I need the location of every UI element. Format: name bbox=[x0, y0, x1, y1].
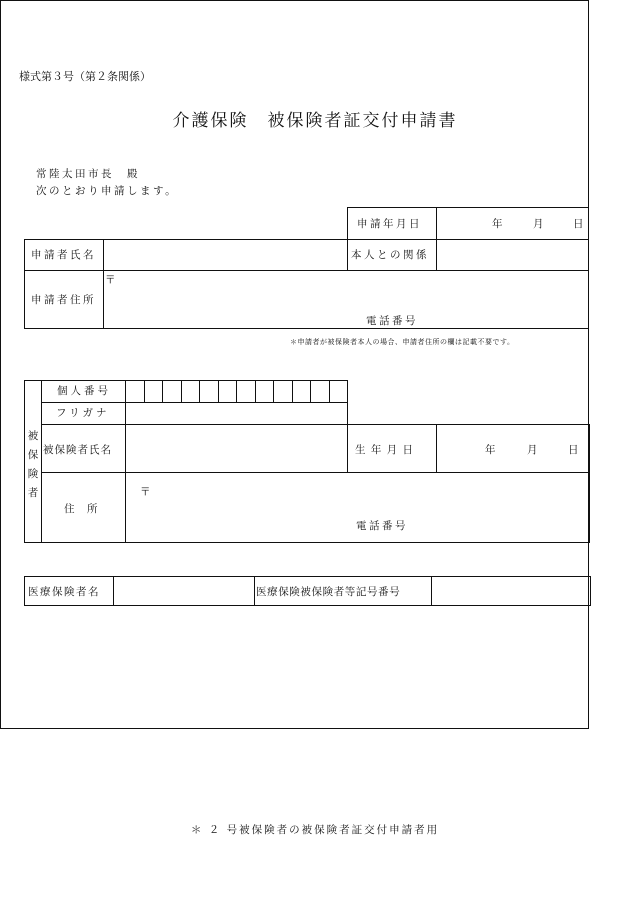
birth-month-unit: 月 bbox=[527, 444, 538, 456]
birthdate-label: 生 年 月 日 bbox=[355, 444, 415, 456]
applicant-name-label: 申請者氏名 bbox=[31, 249, 96, 261]
insured-phone-label: 電話番号 bbox=[356, 520, 408, 532]
applicant-phone-label: 電話番号 bbox=[366, 315, 418, 327]
insurer-name-field[interactable] bbox=[114, 577, 253, 605]
furigana-label: フリガナ bbox=[56, 407, 110, 419]
insured-name-field[interactable] bbox=[126, 425, 346, 472]
personal-number-label: 個人番号 bbox=[57, 385, 111, 397]
insured-number-label: 医療保険被保険者等記号番号 bbox=[256, 586, 401, 598]
insured-name-label: 被保険者氏名 bbox=[43, 444, 112, 456]
applicant-address-note: ＊申請者が被保険者本人の場合、申請者住所の欄は記載不要です。 bbox=[290, 338, 515, 346]
insured-address-label: 住 所 bbox=[64, 503, 99, 515]
date-year-unit: 年 bbox=[492, 218, 503, 230]
birth-day-unit: 日 bbox=[568, 444, 579, 456]
furigana-field[interactable] bbox=[126, 403, 346, 424]
insured-group-label: 被保険者 bbox=[27, 430, 39, 499]
applicant-address-label: 申請者住所 bbox=[31, 294, 96, 306]
insured-number-field[interactable] bbox=[432, 577, 590, 605]
personal-number-field[interactable] bbox=[126, 381, 346, 402]
insured-address-field[interactable] bbox=[126, 473, 588, 542]
relation-field[interactable] bbox=[437, 240, 588, 270]
applicant-address-field[interactable] bbox=[104, 271, 588, 328]
request-line: 次のとおり申請します。 bbox=[36, 185, 179, 197]
addressee: 常陸太田市長 殿 bbox=[36, 168, 140, 180]
form-label: 様式第３号（第２条関係） bbox=[19, 70, 151, 83]
date-month-unit: 月 bbox=[533, 218, 544, 230]
applicant-name-field[interactable] bbox=[104, 240, 346, 270]
application-date-label: 申請年月日 bbox=[357, 218, 422, 230]
footer-note: ＊ ２ 号被保険者の被保険者証交付申請者用 bbox=[190, 824, 440, 836]
postal-mark: 〒 bbox=[105, 274, 116, 286]
birth-year-unit: 年 bbox=[485, 444, 496, 456]
insurer-name-label: 医療保険者名 bbox=[28, 586, 100, 598]
birthdate-field[interactable] bbox=[437, 425, 588, 472]
relation-label: 本人との関係 bbox=[351, 249, 429, 261]
application-date-field[interactable] bbox=[437, 207, 589, 240]
page-title: 介護保険 被保険者証交付申請書 bbox=[172, 111, 458, 131]
date-day-unit: 日 bbox=[573, 218, 584, 230]
insured-postal-mark: 〒 bbox=[140, 486, 151, 498]
